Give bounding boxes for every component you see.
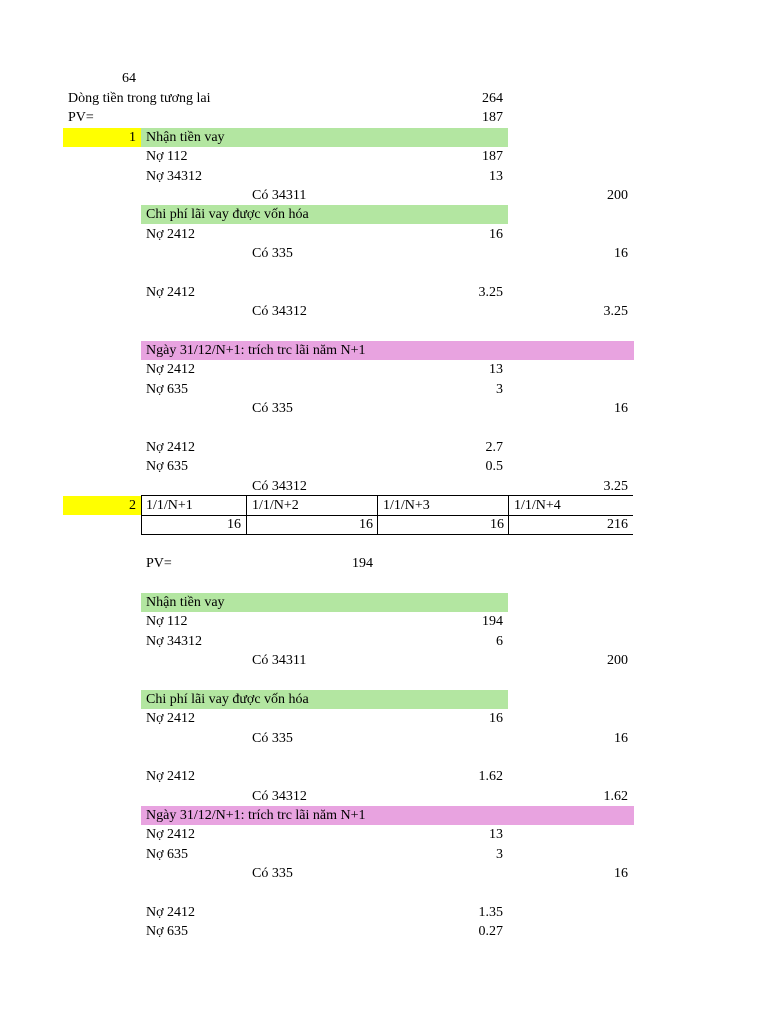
- entry-debit: 194: [482, 614, 503, 629]
- receive-loan-title: Nhận tiền vay: [146, 595, 225, 610]
- entry-account: Nợ 635: [146, 924, 189, 939]
- entry-account: Nợ 2412: [146, 711, 196, 726]
- credit-amount: 16: [614, 866, 628, 881]
- entry-account: Nợ 2412: [146, 769, 196, 784]
- pv-value-2: 194: [352, 556, 373, 571]
- entry-account: Nợ 112: [146, 614, 188, 629]
- section-1-index: 1: [129, 130, 136, 145]
- entry-account: Nợ 2412: [146, 227, 196, 242]
- entry-debit: 16: [489, 227, 503, 242]
- schedule-amount: 16: [227, 517, 241, 532]
- pv-value: 187: [482, 110, 503, 125]
- entry-debit: 16: [489, 711, 503, 726]
- entry-debit: 2.7: [485, 440, 503, 455]
- receive-loan-title: Nhận tiền vay: [146, 130, 225, 145]
- capitalized-title: Chi phí lãi vay được vốn hóa: [146, 207, 309, 222]
- future-cash-label: Dòng tiền trong tương lai: [68, 91, 211, 106]
- entry-debit: 0.27: [478, 924, 503, 939]
- entry-debit: 3: [496, 382, 503, 397]
- capitalized-title: Chi phí lãi vay được vốn hóa: [146, 692, 309, 707]
- entry-account: Nợ 2412: [146, 285, 196, 300]
- entry-debit: 3.25: [478, 285, 503, 300]
- entry-debit: 1.62: [478, 769, 503, 784]
- schedule-date: 1/1/N+3: [383, 498, 430, 513]
- credit-amount: 3.25: [603, 304, 628, 319]
- entry-debit: 0.5: [485, 459, 503, 474]
- credit-amount: 1.62: [603, 789, 628, 804]
- credit-account: Có 335: [252, 866, 293, 881]
- credit-account: Có 335: [252, 246, 293, 261]
- credit-amount: 3.25: [603, 479, 628, 494]
- schedule-amount: 16: [359, 517, 373, 532]
- entry-account: Nợ 635: [146, 382, 189, 397]
- entry-account: Nợ 2412: [146, 905, 196, 920]
- credit-account: Có 335: [252, 731, 293, 746]
- payment-schedule-table: [141, 495, 633, 535]
- entry-debit: 1.35: [478, 905, 503, 920]
- credit-account: Có 34311: [252, 653, 307, 668]
- table-border: [141, 534, 633, 535]
- entry-account: Nợ 2412: [146, 827, 196, 842]
- schedule-amount: 216: [607, 517, 628, 532]
- entry-debit: 13: [489, 362, 503, 377]
- credit-account: Có 34312: [252, 789, 307, 804]
- schedule-amount: 16: [490, 517, 504, 532]
- entry-debit: 13: [489, 169, 503, 184]
- entry-account: Nợ 2412: [146, 362, 196, 377]
- entry-account: Nợ 112: [146, 149, 188, 164]
- credit-amount: 16: [614, 401, 628, 416]
- entry-account: Nợ 635: [146, 459, 189, 474]
- entry-debit: 6: [496, 634, 503, 649]
- credit-account: Có 34312: [252, 479, 307, 494]
- future-cash-value: 264: [482, 91, 503, 106]
- accrual-title: Ngày 31/12/N+1: trích trc lãi năm N+1: [146, 343, 366, 358]
- credit-amount: 16: [614, 731, 628, 746]
- schedule-date: 1/1/N+4: [514, 498, 561, 513]
- top-number: 64: [122, 71, 136, 86]
- pv-label: PV=: [68, 110, 94, 125]
- section-2-index: 2: [129, 498, 136, 513]
- credit-account: Có 34311: [252, 188, 307, 203]
- credit-account: Có 335: [252, 401, 293, 416]
- entry-account: Nợ 635: [146, 847, 189, 862]
- entry-account: Nợ 34312: [146, 169, 203, 184]
- credit-amount: 200: [607, 188, 628, 203]
- entry-debit: 3: [496, 847, 503, 862]
- entry-debit: 13: [489, 827, 503, 842]
- credit-account: Có 34312: [252, 304, 307, 319]
- credit-amount: 200: [607, 653, 628, 668]
- schedule-date: 1/1/N+2: [252, 498, 299, 513]
- entry-account: Nợ 34312: [146, 634, 203, 649]
- entry-account: Nợ 2412: [146, 440, 196, 455]
- credit-amount: 16: [614, 246, 628, 261]
- entry-debit: 187: [482, 149, 503, 164]
- schedule-date: 1/1/N+1: [146, 498, 193, 513]
- pv-label-2: PV=: [146, 556, 172, 571]
- accrual-title: Ngày 31/12/N+1: trích trc lãi năm N+1: [146, 808, 366, 823]
